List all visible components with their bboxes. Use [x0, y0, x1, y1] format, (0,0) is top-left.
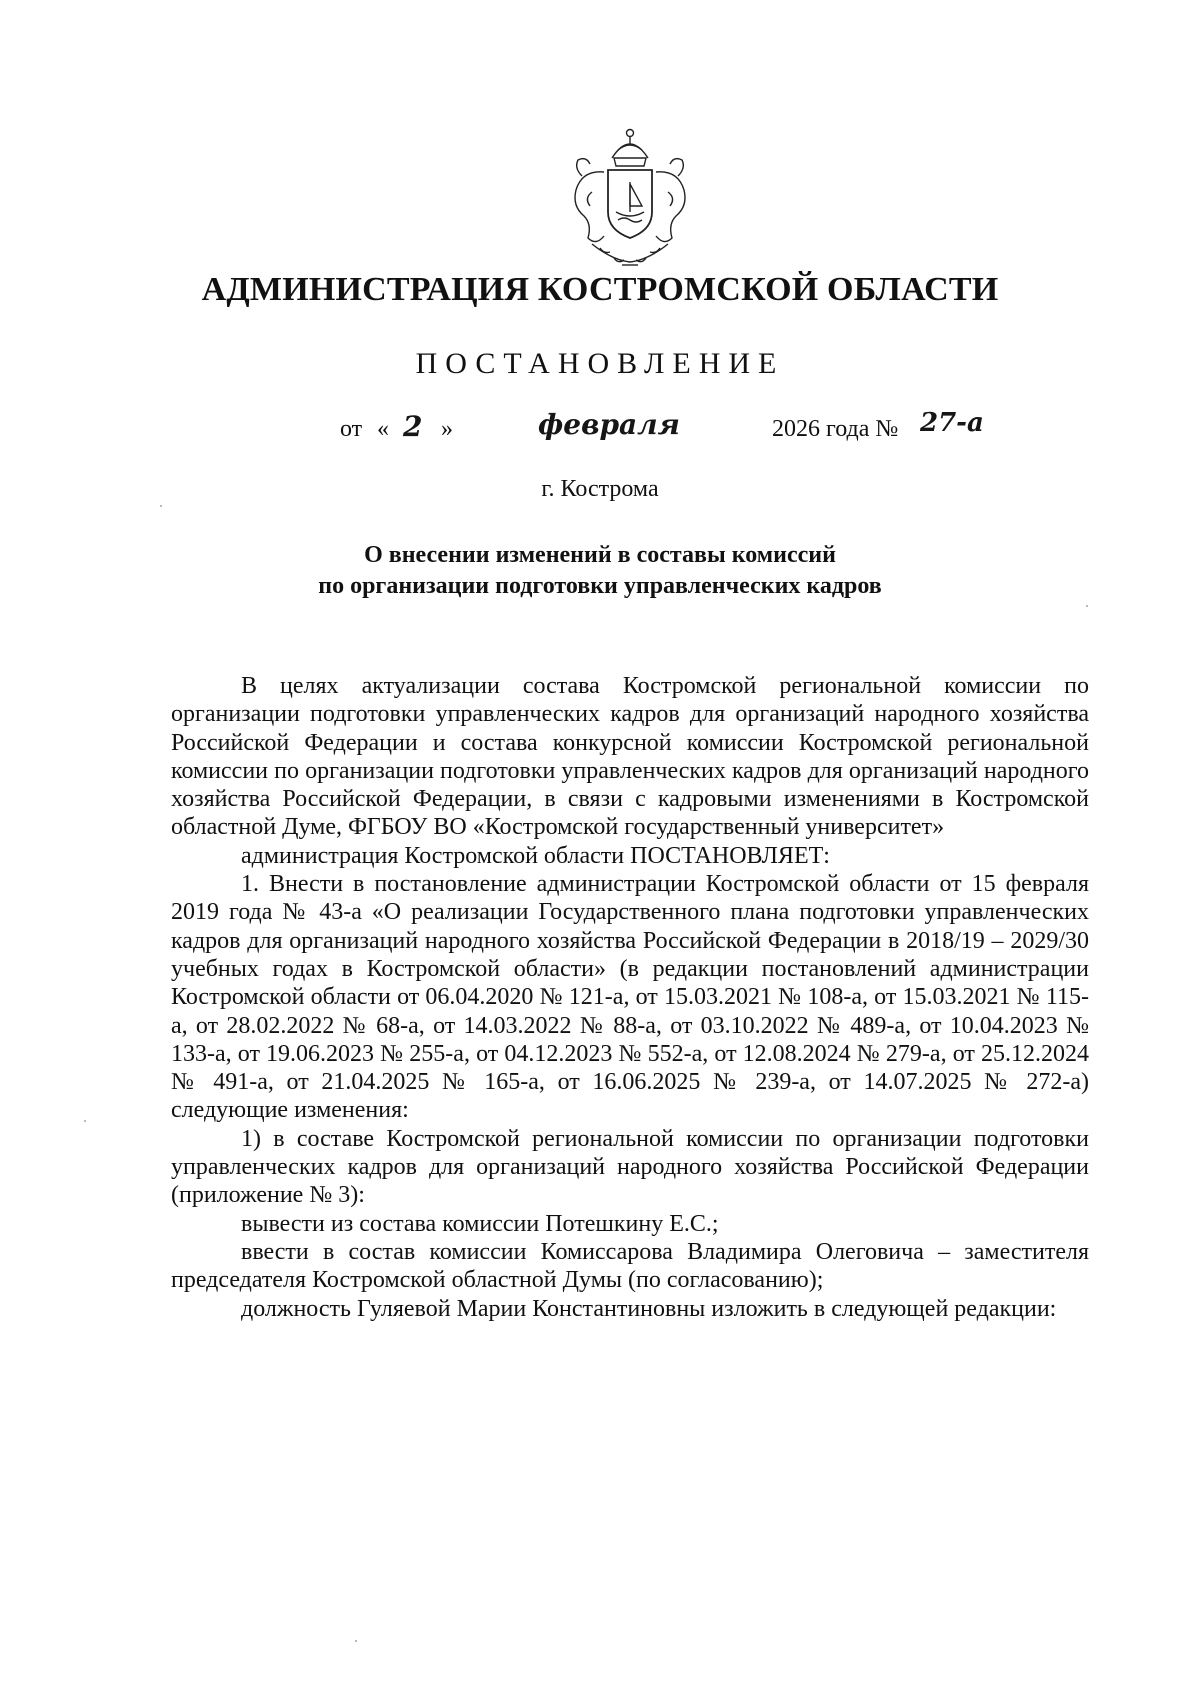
date-month-handwritten: февраля — [538, 408, 680, 441]
city: г. Кострома — [541, 476, 659, 502]
document-title — [0, 540, 1200, 602]
date-year-text: 2026 года № — [772, 416, 899, 442]
document-number-handwritten: 27-а — [920, 408, 984, 438]
date-line — [340, 410, 1040, 460]
body-text — [171, 672, 1089, 1323]
title-line-2: по организации подготовки управленческих кадров — [318, 573, 882, 599]
scan-speck — [1086, 605, 1088, 607]
organization-name: АДМИНИСТРАЦИЯ КОСТРОМСКОЙ ОБЛАСТИ — [201, 271, 999, 308]
title-line-1: О внесении изменений в составы комиссий — [364, 542, 836, 568]
quote-close: » — [441, 416, 453, 442]
paragraph-subitem-1: 1) в составе Костромской региональной комиссии по организации подготовки управленческих кадров для организаций народного хозяйства Российской Федерации (приложение № 3): — [171, 1125, 1089, 1209]
paragraph-add-member: ввести в состав комиссии Комиссарова Владимира Олеговича – заместителя председателя Костромской областной Думы (по согласованию); — [171, 1238, 1089, 1294]
paragraph-resolves: администрация Костромской области ПОСТАНОВЛЯЕТ: — [241, 842, 830, 869]
document-type: ПОСТАНОВЛЕНИЕ — [415, 347, 785, 380]
scan-speck — [160, 505, 162, 507]
paragraph-remove-member: вывести из состава комиссии Потешкину Е.С.; — [241, 1210, 719, 1237]
paragraph-preamble: В целях актуализации состава Костромской региональной комиссии по организации подготовки управленческих кадров для организаций народного хозяйства Российской Федерации и состава конкурсной комиссии Костромской региональной комиссии по организации подготовки управленческих кадров для организаций народного хозяйства Российской Федерации, в связи с кадровыми изменениями в Костромской областной Думе, ФГБОУ ВО «Костромской государственный университет» — [171, 673, 1089, 841]
date-prefix: от — [340, 416, 363, 442]
coat-of-arms-icon — [552, 120, 708, 270]
paragraph-position-change: должность Гуляевой Марии Константиновны изложить в следующей редакции: — [241, 1295, 1057, 1322]
paragraph-item-1: 1. Внести в постановление администрации Костромской области от 15 февраля 2019 года № 43-а «О реализации Государственного плана подготовки управленческих кадров для организаций народного хозяйства Российской Федерации в 2018/19 – 2029/30 учебных годах в Костромской области» (в редакции постановлений администрации Костромской области от 06.04.2020 № 121-а, от 15.03.2021 № 108-а, от 15.03.2021 № 115-а, от 28.02.2022 № 68-а, от 14.03.2022 № 88-а, от 03.10.2022 № 489-а, от 10.04.2023 № 133-а, от 19.06.2023 № 255-а, от 04.12.2023 № 552-а, от 12.08.2024 № 279-а, от 25.12.2024 № 491-а, от 21.04.2025 № 165-а, от 16.06.2025 № 239-а, от 14.07.2025 № 272-а) следующие изменения: — [171, 871, 1089, 1124]
scan-speck — [355, 1640, 357, 1642]
scan-speck — [84, 1120, 86, 1122]
quote-open: « — [377, 416, 389, 442]
date-day-handwritten: 2 — [403, 410, 423, 443]
